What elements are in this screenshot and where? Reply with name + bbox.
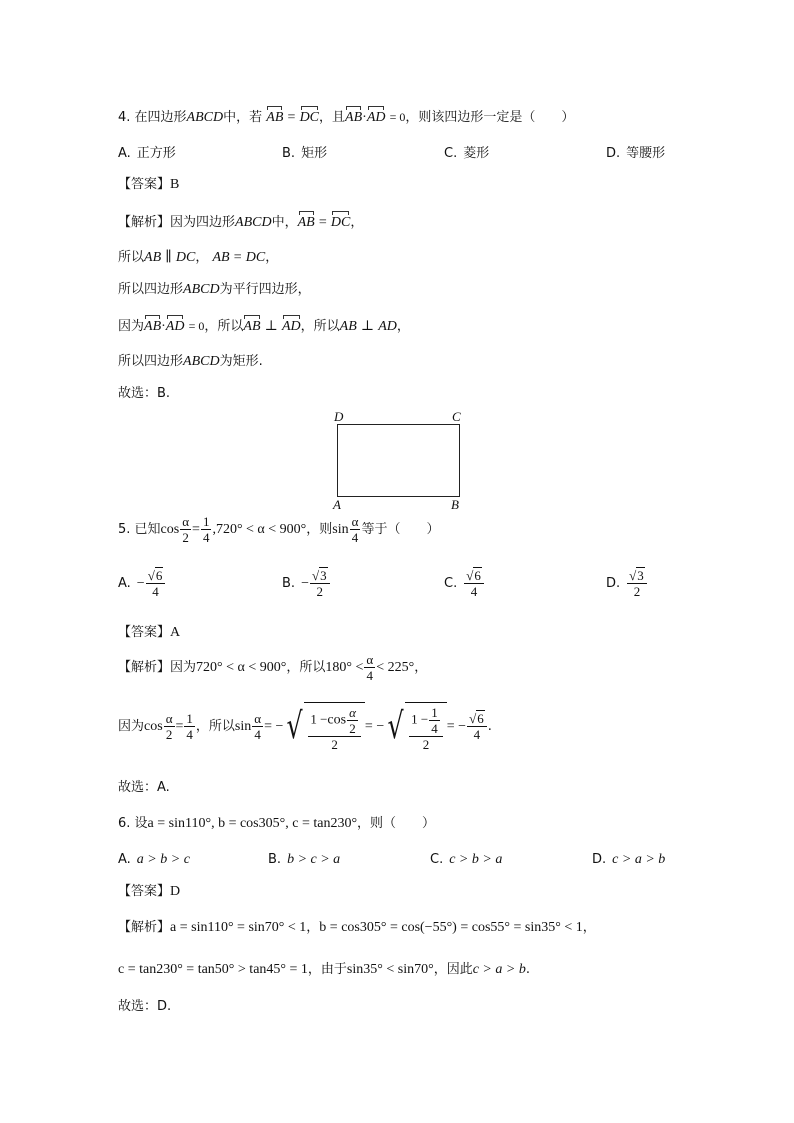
- q6-option-a[interactable]: A. a > b > c: [118, 852, 190, 867]
- q5-root-1: √ 1 −cos $\frac{\alpha}{2}$ 2: [283, 702, 365, 752]
- q4-analysis-line4: 因为AB·AD = 0，所以AB ⊥ AD，所以AB ⊥ AD，: [118, 319, 410, 334]
- q6-option-d[interactable]: D. c > a > b: [592, 852, 666, 867]
- q4-option-a[interactable]: A. 正方形: [118, 146, 176, 161]
- q4-stem-and: ，且: [319, 110, 346, 125]
- fig-label-b: B: [451, 497, 459, 512]
- q4-rectangle-figure: [337, 424, 460, 497]
- q6-analysis-line2: c = tan230° = tan50° > tan45° = 1，由于sin35° < sin70°，因此c > a > b.: [118, 962, 530, 977]
- q4-analysis-line3: 所以四边形ABCD为平行四边形，: [118, 282, 311, 297]
- q4-answer: [118, 176, 179, 194]
- q4-option-d[interactable]: D. 等腰形: [606, 146, 666, 161]
- q5-analysis-line2: 因为cos $\frac{\alpha}{2}$ = $\frac{1}{4}$ ，所以sin $\frac{\alpha}{4}$ = − √ 1 −cos $\frac{\alpha}{2}$ 2 = − √ 1 − $\frac{1}{4}$ 2 = − $\frac{√6}{4}$ .: [118, 700, 492, 754]
- q5-option-a[interactable]: A. − $\frac{√6}{4}$: [118, 567, 166, 601]
- q4-eq0: = 0: [389, 110, 406, 124]
- q4-stem-mid: 中，若: [223, 110, 263, 125]
- q6-analysis-line1: 【解析】a = sin110° = sin70° < 1，b = cos305° = cos(−55°) = cos55° = sin35° < 1，: [118, 920, 596, 935]
- q5-root-2: √ 1 − $\frac{1}{4}$ 2: [384, 702, 447, 752]
- q4-vec-ad: AD: [366, 110, 386, 125]
- q4-vec-ab: AB: [266, 110, 284, 125]
- q5-option-c[interactable]: C. $\frac{√6}{4}$: [444, 567, 485, 601]
- q5-answer: 【答案】A: [118, 625, 181, 640]
- q4-eq: =: [287, 110, 296, 125]
- q4-stem-post: ，则该四边形一定是（ ）: [405, 110, 575, 125]
- answer-value: B: [170, 177, 180, 192]
- q5-stem: 5. 已知cos $\frac{\alpha}{2}$ = $\frac{1}{4}$ ,720° < α < 900°，则sin $\frac{\alpha}{4}$ 等于（ ）: [118, 514, 440, 545]
- q6-answer: 【答案】D: [118, 884, 181, 899]
- q4-stem-pre: 4. 在四边形: [118, 110, 187, 125]
- q4-analysis-line5: 所以四边形ABCD为矩形.: [118, 354, 263, 369]
- q4-dot: ·: [362, 110, 367, 125]
- q4-analysis-line2: 所以AB ∥ DC， AB = DC，: [118, 250, 279, 265]
- q6-option-c[interactable]: C. c > b > a: [430, 852, 503, 867]
- q5-choose: 故选：A.: [118, 780, 170, 795]
- fig-label-c: C: [452, 409, 461, 424]
- q4-vec-dc: DC: [299, 110, 320, 125]
- q4-option-c[interactable]: C. 菱形: [444, 146, 490, 161]
- q4-choose: 故选：B.: [118, 386, 171, 401]
- q5-option-d[interactable]: D. $\frac{√3}{2}$: [606, 567, 648, 601]
- fig-label-d: D: [334, 409, 344, 424]
- q4-stem: [118, 108, 574, 127]
- q4-quad: ABCD: [186, 110, 224, 125]
- q5-option-b[interactable]: B. − $\frac{√3}{2}$: [282, 567, 331, 601]
- q5-analysis-line1: 【解析】因为720° < α < 900°，所以180° < $\frac{\alpha}{4}$ < 225°，: [118, 652, 428, 683]
- fig-label-a: A: [333, 497, 341, 512]
- q6-choose: 故选：D.: [118, 999, 172, 1014]
- q4-analysis-line1: 【解析】因为四边形ABCD中，AB = DC，: [118, 215, 364, 230]
- answer-label: 【答案】: [118, 177, 171, 192]
- q6-option-b[interactable]: B. b > c > a: [268, 852, 341, 867]
- q4-option-b[interactable]: B. 矩形: [282, 146, 328, 161]
- q6-stem: 6. 设a = sin110°, b = cos305°, c = tan230°，则（ ）: [118, 816, 436, 831]
- q4-vec-ab2: AB: [345, 110, 363, 125]
